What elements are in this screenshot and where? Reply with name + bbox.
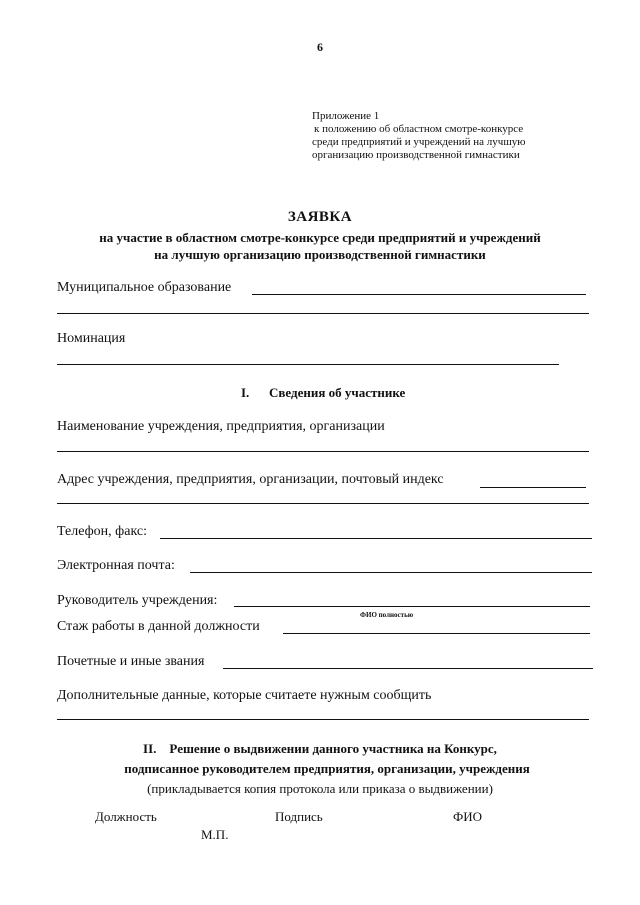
appendix-line-3: среди предприятий и учреждений на лучшую — [312, 136, 526, 148]
page-number: 6 — [317, 40, 323, 54]
org-address-field-line-2[interactable] — [57, 503, 589, 504]
appendix-line-2: к положению об областном смотре-конкурсе — [314, 123, 524, 135]
subtitle-line-2: на лучшую организацию производственной гимнастики — [154, 247, 486, 262]
additional-label: Дополнительные данные, которые считаете нужным сообщить — [57, 688, 432, 703]
phone-label: Телефон, факс: — [57, 524, 148, 539]
phone-field[interactable] — [160, 538, 592, 539]
email-label: Электронная почта: — [57, 558, 175, 573]
municipality-label: Муниципальное образование — [57, 280, 232, 295]
appendix-line-1: Приложение 1 — [312, 110, 380, 122]
head-field-caption: ФИО полностью — [360, 611, 414, 619]
section-2-line-3: (прикладывается копия протокола или приказа о выдвижении) — [147, 781, 493, 796]
section-1-number: I. — [241, 385, 250, 400]
org-name-field[interactable] — [57, 451, 589, 452]
head-label: Руководитель учреждения: — [57, 593, 218, 608]
experience-field[interactable] — [283, 633, 590, 634]
nomination-field[interactable] — [57, 364, 559, 365]
titles-label: Почетные и иные звания — [57, 654, 205, 669]
municipality-field-line-2[interactable] — [57, 313, 589, 314]
experience-label: Стаж работы в данной должности — [57, 619, 260, 634]
position-label: Должность — [95, 809, 157, 824]
nomination-label: Номинация — [57, 331, 126, 346]
titles-field[interactable] — [223, 668, 593, 669]
appendix-note — [312, 110, 526, 162]
section-1-title: Сведения об участнике — [269, 385, 406, 400]
section-2-line-1: Решение о выдвижении данного участника на Конкурс, — [169, 741, 497, 756]
appendix-line-4: организацию производственной гимнастики — [312, 149, 520, 161]
municipality-field[interactable] — [252, 294, 586, 295]
subtitle-line-1: на участие в областном смотре-конкурсе среди предприятий и учреждений — [99, 230, 541, 245]
head-field[interactable] — [234, 606, 590, 607]
name-label: ФИО — [453, 809, 483, 824]
email-field[interactable] — [190, 572, 592, 573]
org-address-label: Адрес учреждения, предприятия, организации, почтовый индекс — [57, 472, 444, 487]
section-2-line-2: подписанное руководителем предприятия, организации, учреждения — [124, 761, 530, 776]
stamp-label: М.П. — [201, 827, 229, 842]
document-subtitle — [0, 229, 640, 263]
signature-label: Подпись — [275, 809, 323, 824]
org-name-label: Наименование учреждения, предприятия, организации — [57, 419, 385, 434]
document-title: ЗАЯВКА — [287, 209, 353, 225]
section-2 — [0, 739, 640, 799]
org-address-field[interactable] — [480, 487, 586, 488]
additional-field[interactable] — [57, 719, 589, 720]
section-2-number: II. — [143, 741, 157, 756]
